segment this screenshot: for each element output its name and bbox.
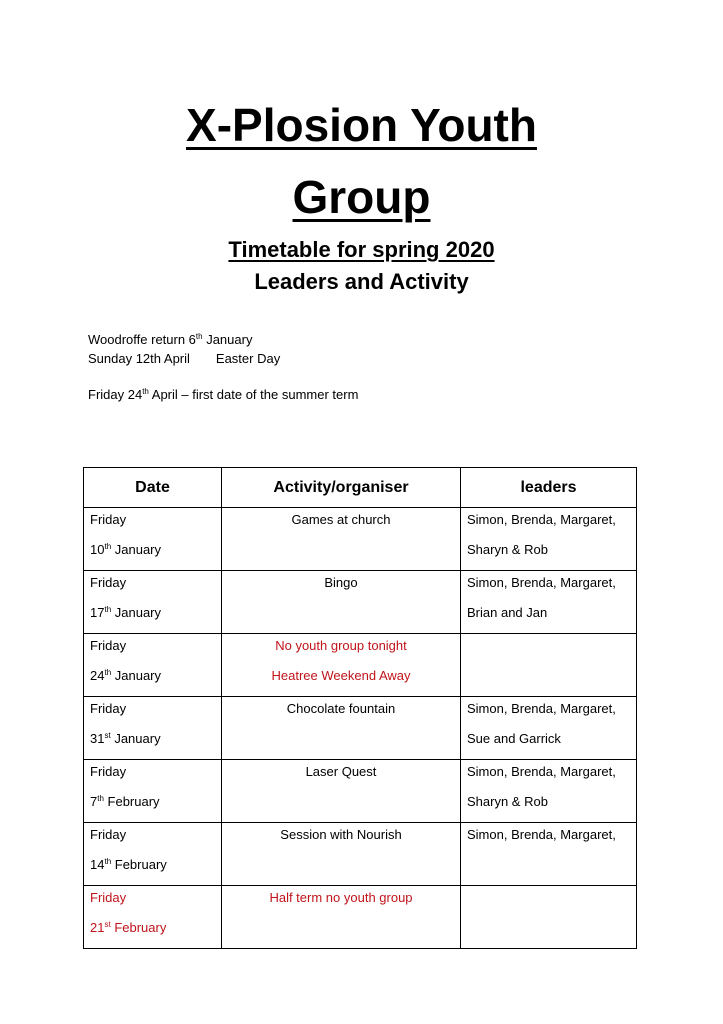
table-row [84,886,637,949]
date-day-month: 10th January [90,542,162,557]
date-day: Friday [90,827,127,842]
date-day: Friday [90,638,127,653]
note-summer-term: Friday 24th April – first date of the summer term [88,387,359,402]
activity-cell [222,886,461,949]
table-row [84,571,637,634]
date-day: Friday [90,764,127,779]
date-day: Friday [90,701,127,716]
timetable [83,467,637,949]
date-day: Friday [90,890,127,905]
date-day-month: 7th February [90,794,160,809]
leaders-cell [461,886,637,949]
leaders-text: Simon, Brenda, Margaret, [467,701,616,716]
leaders-text-2: Sue and Garrick [467,731,561,746]
activity-text: Laser Quest [305,764,377,779]
table-row [84,823,637,886]
leaders-cell [461,697,637,760]
page-title-line-1: X-Plosion Youth [186,99,537,151]
activity-cell [222,571,461,634]
activity-text: Bingo [324,575,358,590]
table-header-row [84,468,637,508]
activity-cell [222,634,461,697]
activity-text-2: Heatree Weekend Away [271,668,411,683]
leaders-text: Simon, Brenda, Margaret, [467,512,616,527]
leaders-text-2: Sharyn & Rob [467,542,548,557]
leaders-cell [461,760,637,823]
leaders-cell [461,571,637,634]
date-cell [84,886,222,949]
date-day-month: 14th February [90,857,167,872]
activity-text: Half term no youth group [269,890,413,905]
leaders-text: Simon, Brenda, Margaret, [467,575,616,590]
table-row [84,760,637,823]
subtitle-timetable: Timetable for spring 2020 [228,237,495,262]
date-cell [84,571,222,634]
column-header-activity: Activity/organiser [222,468,461,508]
activity-cell [222,508,461,571]
leaders-cell [461,634,637,697]
date-day-month: 31st January [90,731,161,746]
page-title-line-2: Group [292,171,431,223]
date-day-month: 21st February [90,920,167,935]
table-row [84,508,637,571]
subtitle-leaders-activity: Leaders and Activity [254,269,469,294]
table-row [84,634,637,697]
date-cell [84,823,222,886]
date-day-month: 24th January [90,668,162,683]
date-day-month: 17th January [90,605,162,620]
column-header-date: Date [84,468,222,508]
table-row [84,697,637,760]
date-cell [84,760,222,823]
note-woodroffe-return: Woodroffe return 6th January [88,332,253,347]
date-cell [84,508,222,571]
leaders-text-2: Sharyn & Rob [467,794,548,809]
date-cell [84,697,222,760]
leaders-text: Simon, Brenda, Margaret, [467,827,616,842]
date-day: Friday [90,575,127,590]
activity-cell [222,760,461,823]
note-easter-day: Sunday 12th April Easter Day [88,351,281,366]
leaders-text: Simon, Brenda, Margaret, [467,764,616,779]
leaders-cell [461,823,637,886]
leaders-text-2: Brian and Jan [467,605,548,620]
activity-text: Games at church [291,512,391,527]
date-day: Friday [90,512,127,527]
column-header-leaders: leaders [461,468,637,508]
activity-text: Session with Nourish [280,827,402,842]
leaders-cell [461,508,637,571]
activity-text: No youth group tonight [275,638,407,653]
date-cell [84,634,222,697]
activity-cell [222,823,461,886]
activity-text: Chocolate fountain [286,701,396,716]
activity-cell [222,697,461,760]
